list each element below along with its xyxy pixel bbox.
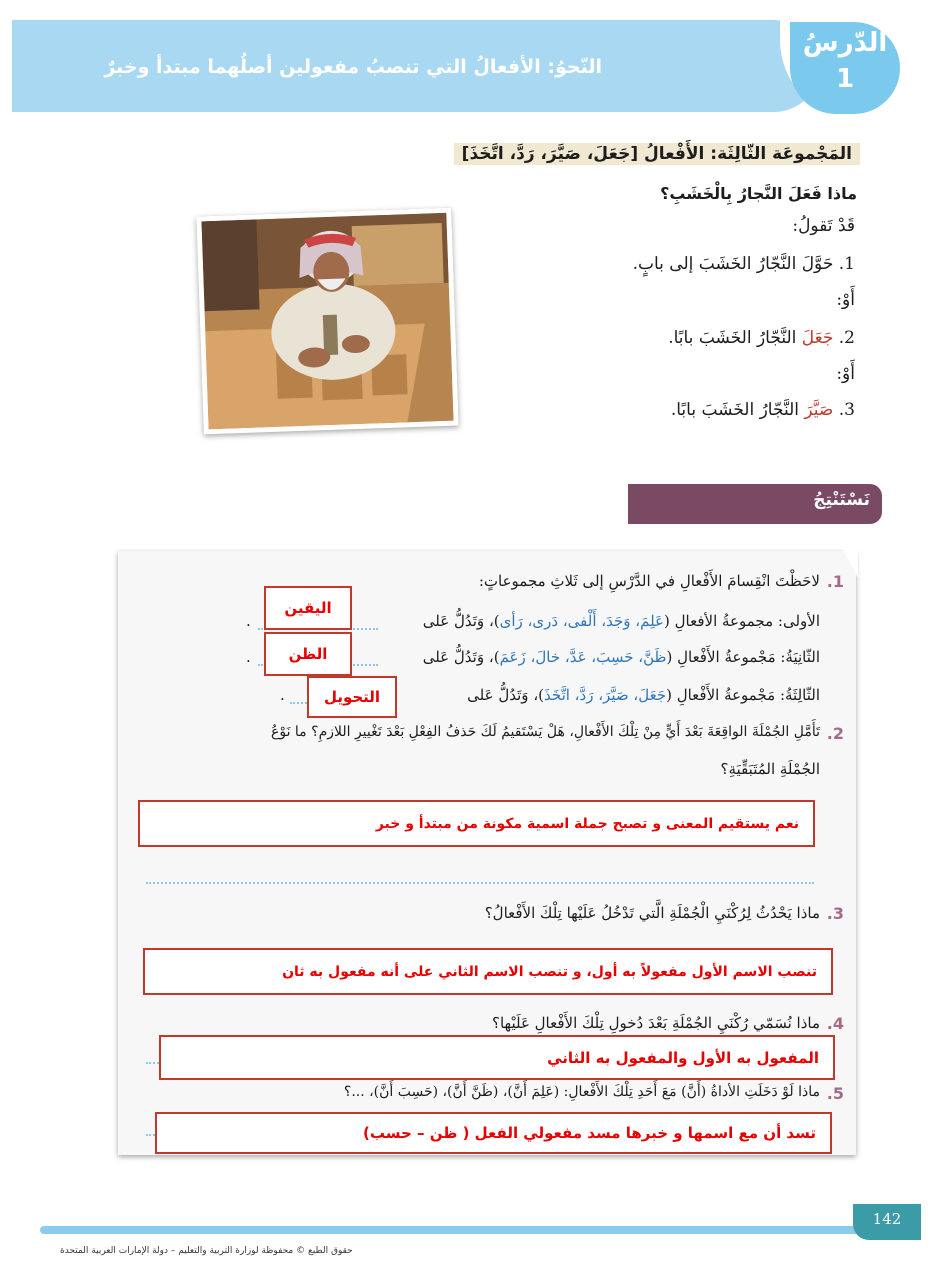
line-prefix: الثّانِيَةُ: مَجْموعةُ الأَفْعالِ ( [666,648,820,666]
verbs-list: عَلِمَ، وَجَدَ، أَلْفى، دَرى، رَأى [499,612,665,630]
answer-5-box: تسد أن مع اسمها و خبرها مسد مفعولي الفعل ( ظن – حسب) [155,1112,832,1154]
example-number: 3. [838,400,855,420]
question-2-text-cont: الجُمْلَةِ المُتَبَقِّيَةِ؟ [720,760,820,778]
example-verb: حَوَّلَ [801,254,834,274]
period: . [246,612,251,630]
lesson-label: الدّرسُ [802,28,888,58]
card-fold [842,548,858,578]
line-suffix: )، وَتَدُلُّ عَلى [422,612,500,630]
or-text: أَوْ: [836,364,855,384]
answer-3-box: تنصب الاسم الأول مفعولاً به أول، و تنصب الاسم الثاني على أنه مفعول به ثان [143,948,833,995]
question-5-text: ماذا لَوْ دَخَلَتِ الأداةُ (أَنَّ) مَعَ أَحَدِ تِلْكَ الأَفْعالِ: (عَلِمَ أَنَّ)، (ظَنَّ أَنَّ)، (حَسِبَ أَنَّ)، ...؟ [343,1084,820,1100]
period: . [246,648,251,666]
question-1-text: لاحَظْتَ انْقِسامَ الأَفْعالِ في الدَّرْسِ إلى ثَلاثِ مجموعاتٍ: [478,572,820,590]
example-verb: صَيَّرَ [804,400,834,420]
answer-tag: التحويل [307,676,397,718]
verbs-list: ظَنَّ، حَسِبَ، عَدَّ، خالَ، زَعَمَ [499,648,667,666]
lesson-title: النّحوُ: الأفعالُ التي تنصبُ مفعولين أصلُهما مبتدأ وخبرٌ [104,56,602,78]
question-number: 3. [826,904,844,923]
answer-dots [146,882,814,884]
example-text: النَّجّارُ الخَشَبَ بابًا. [670,400,799,420]
intro-text: قَدْ تَقولُ: [792,216,855,236]
group-3-line [467,686,820,704]
page-number: 142 [872,1210,902,1228]
line-suffix: )، وَتَدُلُّ عَلى [467,686,545,704]
group-1-line [423,612,820,630]
line-prefix: الثّالِثَةُ: مَجْموعةُ الأَفْعالِ ( [666,686,820,704]
example-number: 1. [838,254,855,274]
line-suffix: )، وَتَدُلُّ عَلى [422,648,500,666]
carpenter-illustration [201,213,453,429]
question-number: 1. [826,572,844,591]
line-prefix: الأولى: مجموعةُ الأفعالِ ( [664,612,820,630]
answer-2-box: نعم يستقيم المعنى و تصبح جملة اسمية مكونة من مبتدأ و خبر [138,800,815,847]
carpenter-photo [196,208,458,435]
question-2-text: تَأَمَّلِ الجُمْلَةَ الواقِعَةَ بَعْدَ أَيٍّ مِنْ تِلْكَ الأَفْعالِ، هَلْ يَسْتَقيمُ لَكَ حَذفُ الفِعْلِ بَعْدَ تَغْييرِ اللازمِ؟ ما نَوْعُ [270,724,820,740]
footer-bar [40,1226,860,1234]
period: . [280,686,285,704]
lesson-number: 1 [835,64,855,94]
example-text: النَّجّارُ الخَشَبَ إلى بابٍ. [632,254,797,274]
question-3-text: ماذا يَحْدُثُ لِرُكْنَيِ الْجُمْلَةِ الَّتي تَدْخُلُ عَلَيْها تِلْكَ الأَفْعالُ؟ [484,904,820,922]
question-number: 2. [826,724,844,743]
group-2-line [423,648,820,666]
example-3 [671,400,855,420]
conclude-label: نَسْتَنْتِجُ [813,490,870,510]
example-text: النَّجّارُ الخَشَبَ بابًا. [668,328,797,348]
example-number: 2. [838,328,855,348]
or-text: أَوْ: [836,290,855,310]
question-number: 5. [826,1084,844,1103]
example-2 [668,328,855,348]
answer-tag: الظن [264,632,352,676]
verbs-list: جَعَلَ، صَيَّرَ، رَدَّ، اتَّخَذَ [544,686,667,704]
section-question: ماذا فَعَلَ النَّجارُ بِالْخَشَبِ؟ [660,184,857,203]
example-1 [633,254,855,274]
question-4-text: ماذا نُسَمّي رُكْنَيِ الجُمْلَةِ بَعْدَ دُخولِ تِلْكَ الأَفْعالِ عَلَيْها؟ [492,1014,820,1032]
example-verb: جَعَلَ [801,328,834,348]
group-heading: المَجْموعَة الثّالِثَة: الأَفْعالُ [جَعَلَ، صَيَّرَ، رَدَّ، اتَّخَذَ] [454,143,860,165]
copyright-text: حقوق الطبع © محفوظة لوزارة التربية والتعليم – دولة الإمارات العربية المتحدة [60,1246,353,1256]
answer-4-box: المفعول به الأول والمفعول به الثاني [159,1035,835,1080]
question-number: 4. [826,1014,844,1033]
answer-tag: اليقين [264,586,352,630]
